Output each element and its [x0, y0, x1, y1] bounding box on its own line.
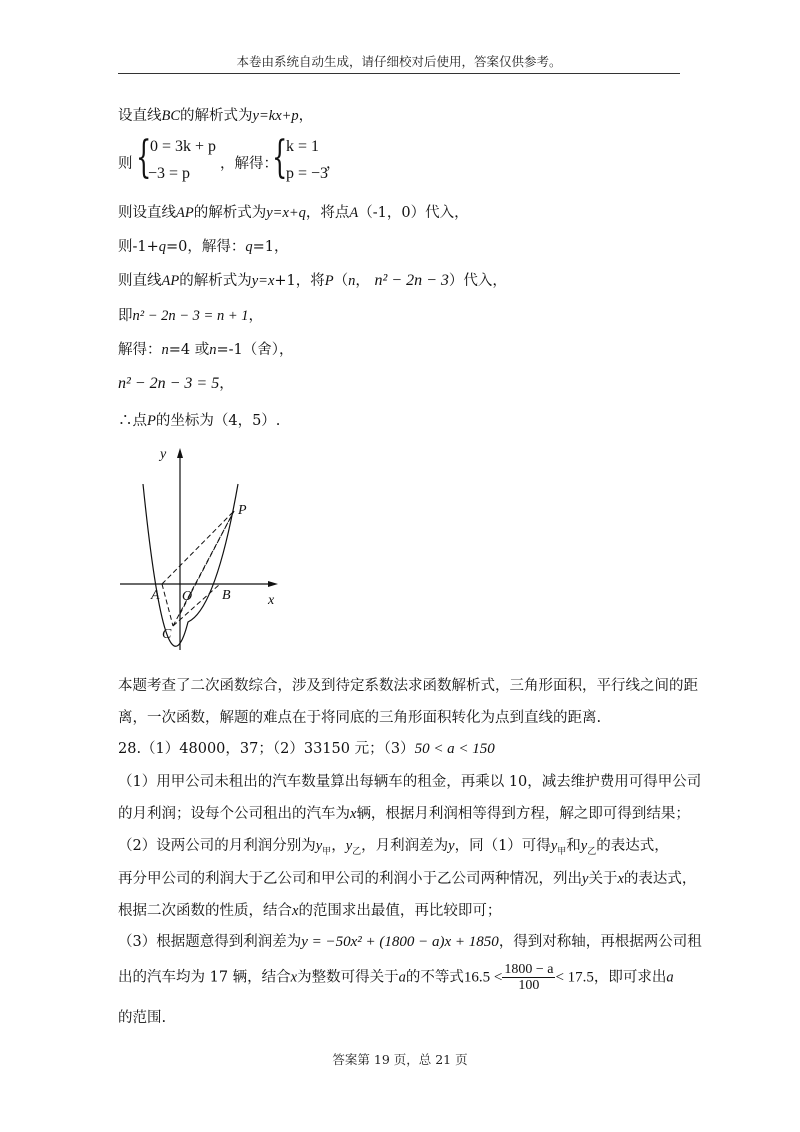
- segment-ac: [162, 584, 173, 626]
- system1-row1: 0 = 3k + p: [150, 138, 217, 155]
- q28-part3-line1: （3）根据题意得到利润差为y = −50x² + (1800 − a)x + 1850，得到对称轴，再根据两公司租: [118, 934, 702, 950]
- line-value: n² − 2n − 3 = 5，: [118, 375, 234, 392]
- y-axis-arrow: [177, 448, 183, 458]
- system-prefix: 则: [118, 156, 133, 172]
- q28-part2-line1: （2）设两公司的月利润分别为$y_甲$，$y_乙$，月利润差为y，同（1）可得$y_甲$和$y_乙$的表达式，: [118, 838, 669, 857]
- parabola-graph: [118, 444, 288, 656]
- system-end: ，: [326, 156, 341, 172]
- line-point-p: ∴点P的坐标为（4，5）.: [118, 413, 281, 429]
- line-equation-n: 即n² − 2n − 3 = n + 1，: [118, 308, 263, 324]
- system-brace-2: {: [272, 132, 288, 183]
- q28-part1-line2: 的月利润；设每个公司租出的汽车为x辆，根据月利润相等得到方程，解之即可得到结果；: [118, 806, 690, 822]
- system2-row1: k = 1: [286, 138, 320, 155]
- line-solve-n: 解得：n=4 或n=-1（舍），: [118, 342, 294, 358]
- q28-part1-line1: （1）用甲公司未租出的汽车数量算出每辆车的租金，再乘以 10，减去维护费用可得甲公司: [118, 774, 702, 790]
- label-a: A: [151, 588, 160, 603]
- label-y: y: [160, 447, 167, 462]
- q28-part2-line3: 根据二次函数的性质，结合x的范围求出最值，再比较即可；: [118, 903, 502, 919]
- header-rule: [118, 73, 680, 74]
- label-x: x: [268, 593, 275, 608]
- system-mid: ，解得：: [220, 156, 278, 172]
- segment-ap: [162, 511, 234, 584]
- system-brace-1: {: [136, 132, 152, 183]
- system1-row2: −3 = p: [148, 165, 191, 182]
- label-b: B: [222, 588, 231, 603]
- page-footer: 答案第 19 页，总 21 页: [332, 1052, 468, 1067]
- system2-row2: p = −3: [286, 165, 329, 182]
- q28-answer: 28.（1）48000，37；（2）33150 元；（3）50 < a < 150: [118, 741, 495, 757]
- page-header: 本卷由系统自动生成，请仔细校对后使用，答案仅供参考。: [236, 54, 562, 69]
- line-ap-setup: 则设直线AP的解析式为y=x+q，将点A（-1，0）代入，: [118, 205, 469, 221]
- q28-part2-line2: 再分甲公司的利润大于乙公司和甲公司的利润小于乙公司两种情况，列出y关于x的表达式，: [118, 871, 697, 887]
- line-bc-setup: 设直线BC的解析式为y=kx+p，: [118, 108, 314, 124]
- summary-line-1: 本题考查了二次函数综合，涉及到待定系数法求函数解析式，三角形面积，平行线之间的距: [118, 678, 698, 694]
- label-c: C: [162, 627, 172, 642]
- parabola-curve: [143, 484, 238, 646]
- q28-part3-line2: 出的汽车均为 17 辆，结合x为整数可得关于a的不等式16.5 < $\frac{1800 - a}{100}$ < 17.5，即可求出a: [118, 962, 674, 993]
- q28-part3-line3: 的范围.: [118, 1010, 167, 1026]
- line-solve-q: 则-1+q=0，解得：q=1，: [118, 239, 289, 255]
- line-ap-result: 则直线AP的解析式为y=x+1，将P（n， n² − 2n − 3）代入，: [118, 272, 507, 289]
- label-p: P: [238, 503, 247, 518]
- summary-line-2: 离，一次函数，解题的难点在于将同底的三角形面积转化为点到直线的距离.: [118, 710, 602, 726]
- label-o: O: [182, 589, 193, 604]
- fraction: $\frac{1800 - a}{100}$: [504, 962, 554, 993]
- x-axis-arrow: [268, 581, 278, 587]
